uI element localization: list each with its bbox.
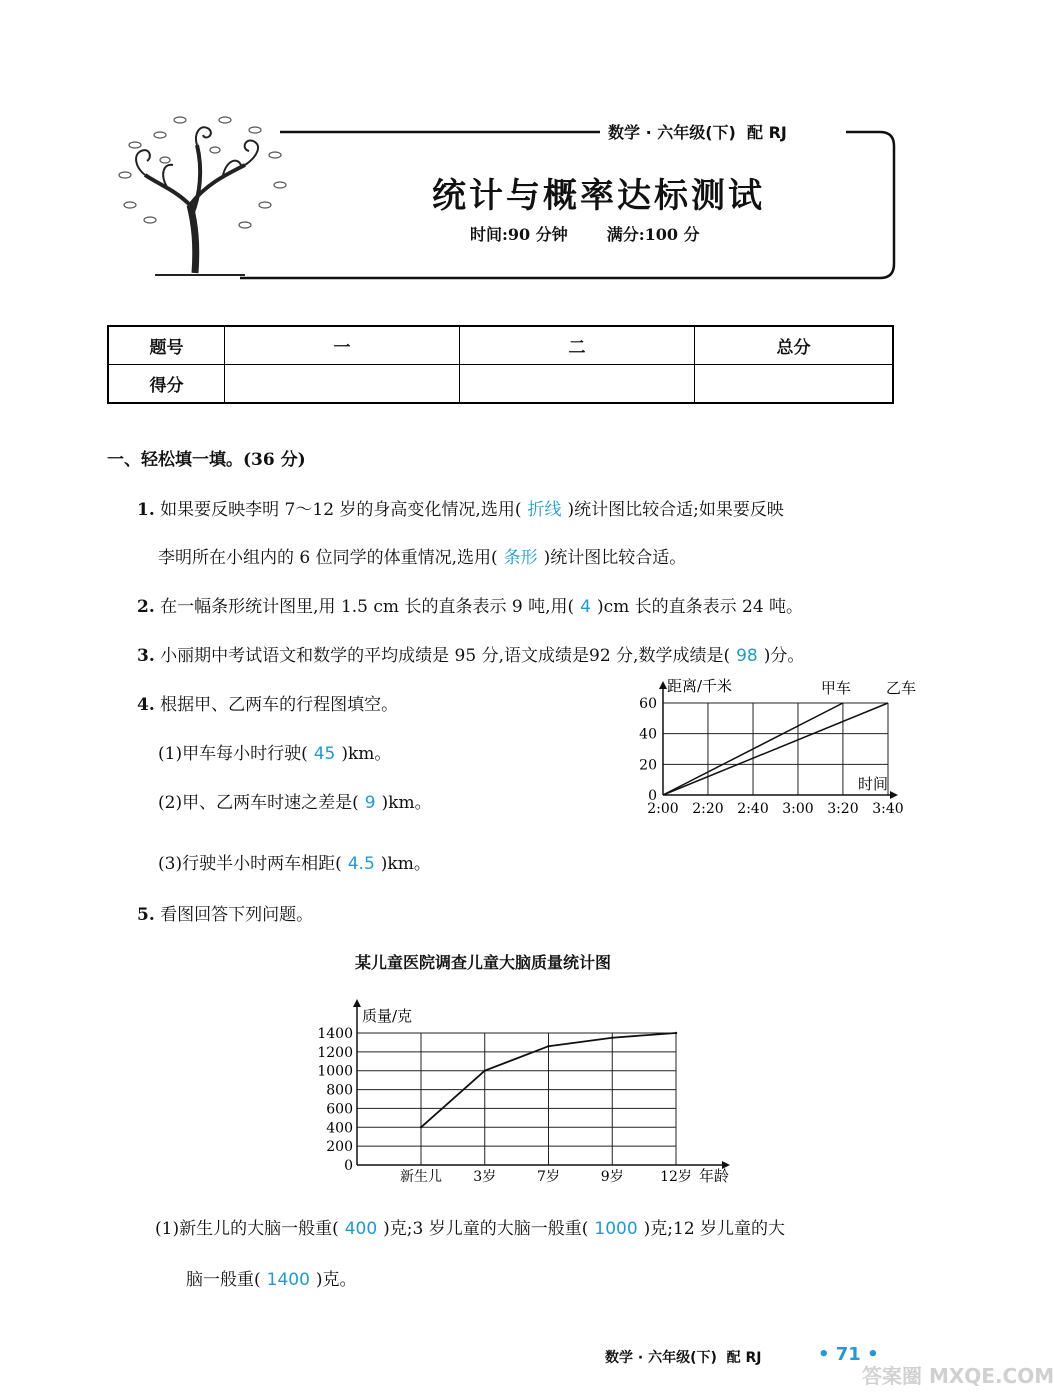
y-tick-label: 40 xyxy=(639,726,657,743)
page-title: 统计与概率达标测试 xyxy=(432,176,765,216)
watermark: 答案圈 MXQE.COM xyxy=(862,1364,1054,1388)
score-table xyxy=(107,325,894,404)
header-subject: 数学 · 六年级(下) 配 RJ xyxy=(608,123,787,142)
table-cell: 题号 xyxy=(108,326,225,365)
data-point xyxy=(484,1070,486,1072)
y-tick-label: 1400 xyxy=(317,1026,353,1042)
x-tick-label: 新生儿 xyxy=(400,1169,442,1185)
section-heading: 一、轻松填一填。(36 分) xyxy=(107,450,306,470)
x-axis-label: 年龄 xyxy=(699,1167,730,1185)
y-axis-arrow xyxy=(353,999,361,1007)
data-point xyxy=(420,1126,422,1128)
question-5-1: (1)新生儿的大脑一般重( 400 )克;3 岁儿童的大脑一般重( 1000 )克;12 岁儿童的大 xyxy=(155,1219,786,1239)
page-number: • 71 • xyxy=(818,1344,879,1365)
y-axis-label: 距离/千米 xyxy=(667,677,733,695)
travel-chart xyxy=(630,675,917,825)
x-tick-label: 7岁 xyxy=(537,1169,560,1185)
score-input-cell[interactable] xyxy=(695,365,894,404)
y-tick-label: 60 xyxy=(639,696,657,712)
score-input-cell[interactable] xyxy=(460,365,695,404)
x-tick-label: 2:40 xyxy=(737,801,769,817)
question-1: 1. 如果要反映李明 7～12 岁的身高变化情况,选用( 折线 )统计图比较合适;如果要反映 xyxy=(137,500,784,520)
exam-meta: 时间:90 分钟 满分:100 分 xyxy=(470,225,700,244)
y-tick-label: 20 xyxy=(639,757,657,774)
table-cell: 得分 xyxy=(108,365,225,404)
question-4-2: (2)甲、乙两车时速之差是( 9 )km。 xyxy=(158,793,432,813)
series-line-yi xyxy=(663,703,888,795)
data-point xyxy=(675,1032,677,1034)
y-tick-label: 1200 xyxy=(317,1044,353,1061)
y-tick-label: 400 xyxy=(326,1120,353,1137)
question-5: 5. 看图回答下列问题。 xyxy=(137,905,314,925)
x-axis-label: 时间 xyxy=(858,775,889,793)
data-point xyxy=(611,1037,613,1039)
data-point xyxy=(547,1045,549,1047)
y-axis-label: 质量/克 xyxy=(362,1007,413,1025)
question-5-1-line2: 脑一般重( 1400 )克。 xyxy=(186,1270,357,1290)
brain-mass-chart xyxy=(317,995,750,1190)
x-tick-label: 3:20 xyxy=(827,801,859,817)
x-tick-label: 3岁 xyxy=(473,1169,497,1185)
legend-label: 甲车 xyxy=(820,679,851,697)
table-cell: 一 xyxy=(225,326,460,365)
y-tick-label: 0 xyxy=(344,1158,353,1174)
x-tick-label: 3:00 xyxy=(782,801,814,817)
y-tick-label: 600 xyxy=(326,1101,353,1118)
table-cell: 总分 xyxy=(695,326,894,365)
y-tick-label: 0 xyxy=(648,788,657,804)
footer-subject: 数学 · 六年级(下) 配 RJ xyxy=(605,1350,762,1366)
x-tick-label: 9岁 xyxy=(600,1169,624,1185)
y-tick-label: 800 xyxy=(326,1082,353,1099)
x-tick-label: 3:40 xyxy=(872,801,904,817)
y-axis-arrow xyxy=(659,681,667,689)
question-4-3: (3)行驶半小时两车相距( 4.5 )km。 xyxy=(158,854,431,874)
score-input-cell[interactable] xyxy=(225,365,460,404)
question-2: 2. 在一幅条形统计图里,用 1.5 cm 长的直条表示 9 吨,用( 4 )cm 长的直条表示 24 吨。 xyxy=(137,597,804,617)
question-4-1: (1)甲车每小时行驶( 45 )km。 xyxy=(158,744,392,764)
chart-title: 某儿童医院调查儿童大脑质量统计图 xyxy=(355,953,612,972)
x-tick-label: 12岁 xyxy=(660,1169,692,1185)
x-axis-arrow xyxy=(890,791,898,799)
question-1-line2: 李明所在小组内的 6 位同学的体重情况,选用( 条形 )统计图比较合适。 xyxy=(158,548,687,568)
y-tick-label: 1000 xyxy=(317,1063,353,1080)
x-tick-label: 2:00 xyxy=(647,801,679,817)
x-tick-label: 2:20 xyxy=(692,801,724,817)
table-cell: 二 xyxy=(460,326,695,365)
legend-label: 乙车 xyxy=(886,679,917,697)
y-tick-label: 200 xyxy=(326,1139,353,1156)
question-4: 4. 根据甲、乙两车的行程图填空。 xyxy=(137,695,399,715)
question-3: 3. 小丽期中考试语文和数学的平均成绩是 95 分,语文成绩是92 分,数学成绩是( 98 )分。 xyxy=(137,646,805,666)
